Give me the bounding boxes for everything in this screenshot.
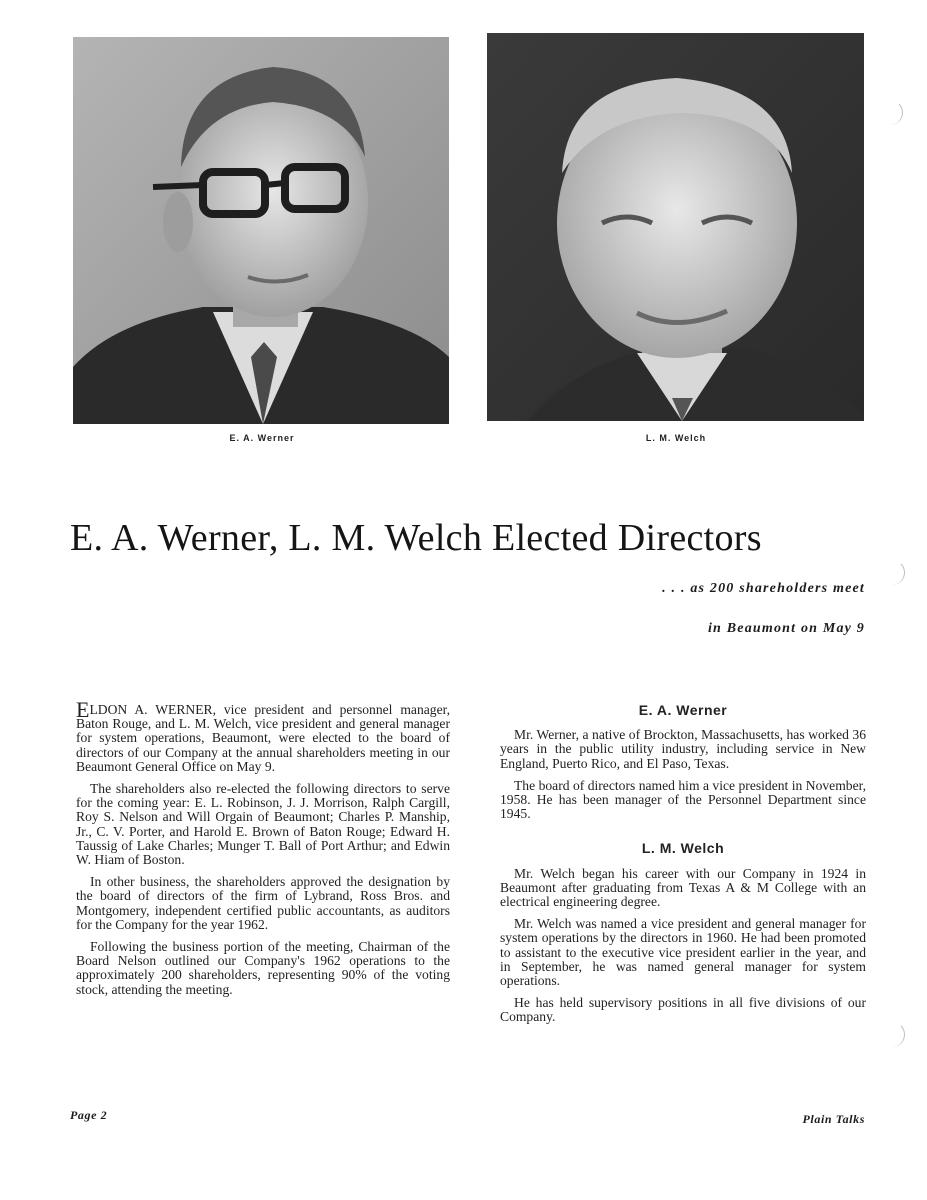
article-paragraph: Mr. Werner, a native of Brockton, Massachusetts, has worked 36 years in the public utility industry, including service in New England, Puerto Rico, and El Paso, Texas. <box>500 727 866 771</box>
article-paragraph: Following the business portion of the meeting, Chairman of the Board Nelson outlined our Company's 1962 operations to the approximately 200 shareholders, representing 90% of the voting stock, attending the meeting. <box>76 939 450 997</box>
article-paragraph: Mr. Welch was named a vice president and general manager for system operations by the directors in 1960. He had been promoted to assistant to the executive vice president earlier in the year, and in September, he was named general manager for system operations. <box>500 916 866 989</box>
binder-hole-mark <box>878 100 903 125</box>
article-paragraph: In other business, the shareholders approved the designation by the board of directors of the firm of Lybrand, Ross Bros. and Montgomery, independent certified public accountants, as auditors for the Company for the year 1962. <box>76 874 450 932</box>
article-subhead-line: in Beaumont on May 9 <box>707 621 865 636</box>
photo-caption: L. M. Welch <box>645 433 707 443</box>
article-left-column <box>76 697 450 1005</box>
article-paragraph: Mr. Welch began his career with our Company in 1924 in Beaumont after graduating from Texas A & M College with an electrical engineering degree. <box>500 865 866 910</box>
article-paragraph: The board of directors named him a vice president in November, 1958. He has been manager of the Personnel Department since 1945. <box>500 777 866 822</box>
binder-hole-mark <box>880 560 905 585</box>
article-right-column <box>500 703 866 1033</box>
photo-caption: E. A. Werner <box>229 433 295 443</box>
drop-cap: E <box>76 697 90 722</box>
portrait-photo-welch <box>487 33 864 421</box>
article-subhead-line: . . . as 200 shareholders meet <box>662 581 865 596</box>
page-number: Page 2 <box>70 1108 108 1122</box>
article-paragraph: He has held supervisory positions in all five divisions of our Company. <box>500 995 866 1025</box>
article-paragraph: The shareholders also re-elected the following directors to serve for the coming year: E. L. Robinson, J. J. Morrison, Ralph Cargill, Roy S. Nelson and Will Orgain of Beaumont; Charles P. Manship, Jr., C. V. Porter, and Harold E. Brown of Baton Rouge; Edward H. Taussig of Lake Charles; Munger T. Ball of Port Arthur; and Edwin W. Hiam of Boston. <box>76 781 450 868</box>
binder-hole-mark <box>880 1022 905 1047</box>
section-heading-werner: E. A. Werner <box>638 702 728 718</box>
section-heading-welch: L. M. Welch <box>641 840 725 857</box>
portrait-photo-werner <box>73 37 449 424</box>
article-headline: E. A. Werner, L. M. Welch Elected Directors <box>70 517 762 559</box>
publication-name: Plain Talks <box>802 1112 865 1126</box>
article-paragraph: ELDON A. WERNER, vice president and personnel manager, Baton Rouge, and L. M. Welch, vice president and general manager for system operations, Beaumont, were elected to the board of directors of our Company at the annual shareholders meeting in our Beaumont General Office on May 9. <box>76 697 450 774</box>
